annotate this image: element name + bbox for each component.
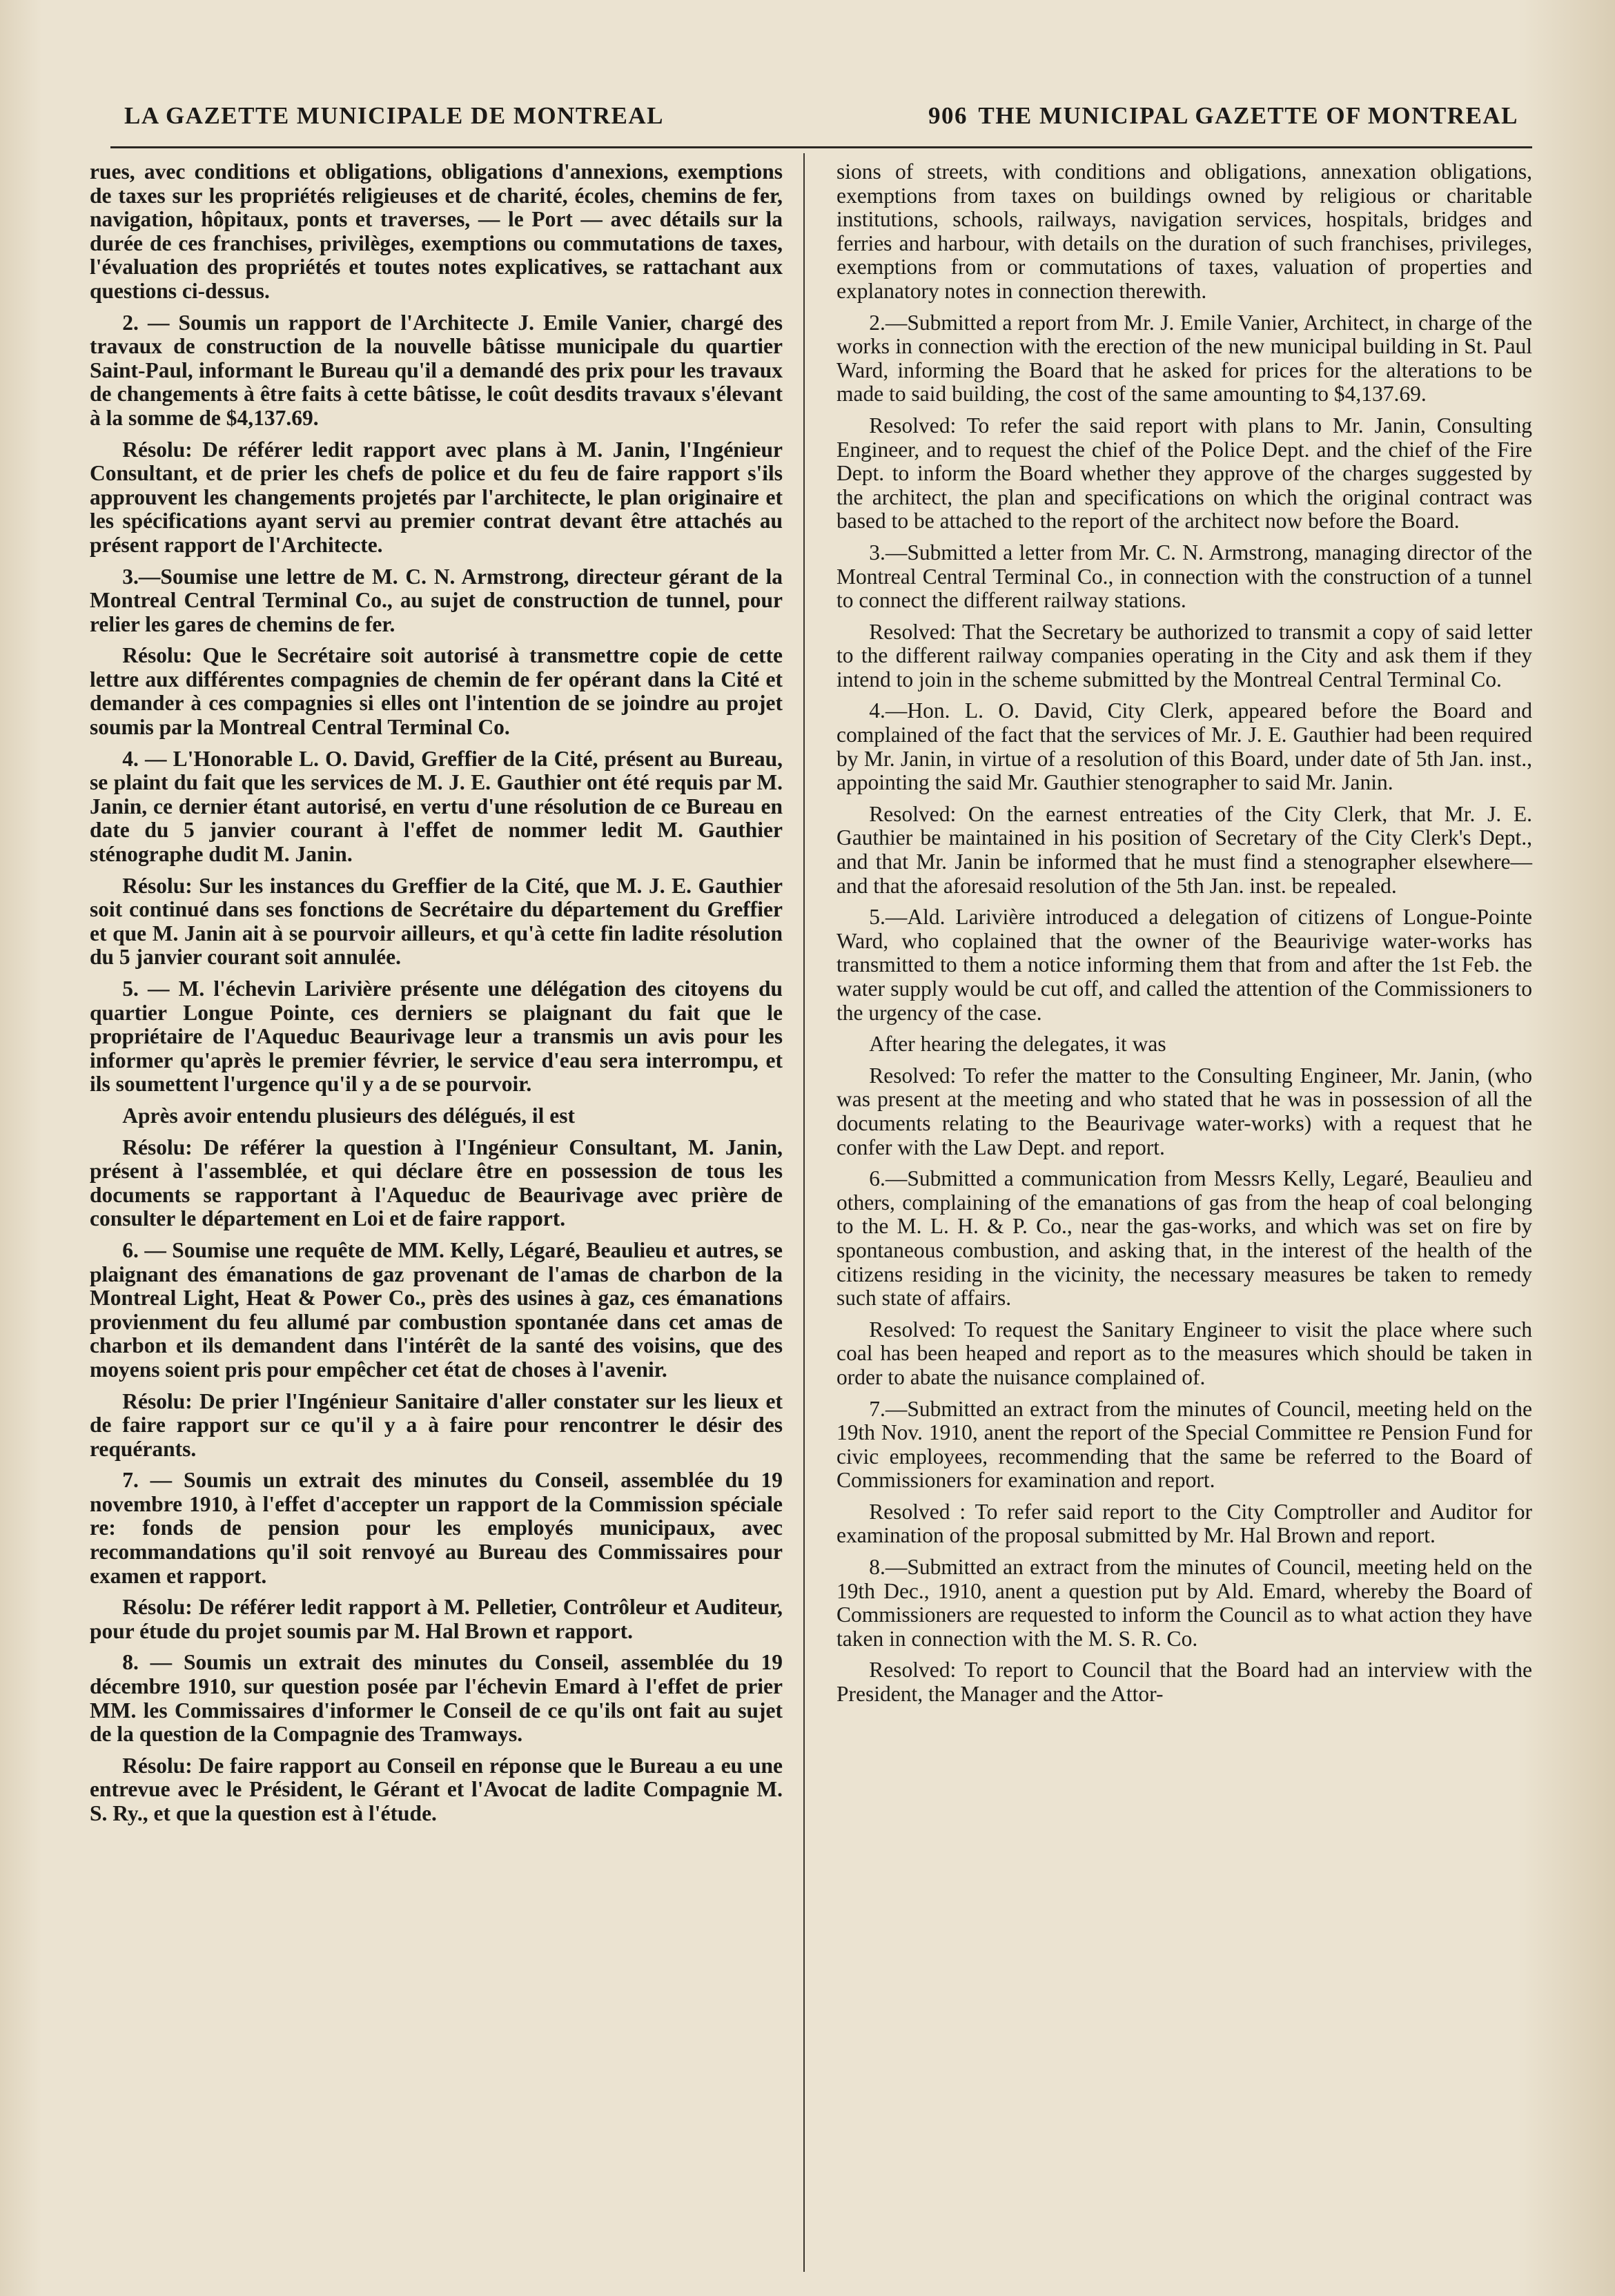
paragraph: Résolu: De prier l'Ingénieur Sanitaire d'aller constater sur les lieux et de faire rapport sur ce qu'il y a à faire pour rencontrer le désir des requérants. — [90, 1389, 783, 1461]
paragraph: 8.—Submitted an extract from the minutes of Council, meeting held on the 19th Dec., 1910, anent a question put by Ald. Emard, whereby the Board of Commissioners are requested to inform the Council as to what action they have taken in connection with the M. S. R. Co. — [836, 1555, 1532, 1651]
paragraph: Resolved: That the Secretary be authorized to transmit a copy of said letter to the different railway companies operating in the City and ask them if they intend to join in the scheme submitted by the Montreal Central Terminal Co. — [836, 619, 1532, 691]
english-column — [836, 160, 1532, 1714]
paragraph: Resolved: To request the Sanitary Engineer to visit the place where such coal has been heaped and report as to the measures which should be taken in order to abate the nuisance complained of. — [836, 1317, 1532, 1389]
paragraph: Après avoir entendu plusieurs des délégués, il est — [122, 1103, 575, 1128]
french-column — [90, 160, 783, 1834]
paragraph: 3.—Soumise une lettre de M. C. N. Armstrong, directeur gérant de la Montreal Central Terminal Co., au sujet de construction de tunnel, pour relier les gares de chemins de fer. — [90, 564, 783, 636]
paragraph: Résolu: De référer ledit rapport à M. Pelletier, Contrôleur et Auditeur, pour étude du projet soumis par M. Hal Brown et rapport. — [90, 1595, 783, 1643]
paragraph: Résolu: Sur les instances du Greffier de la Cité, que M. J. E. Gauthier soit continué dans ses fonctions de Secrétaire du département du Greffier et que M. Janin ait à se pourvoir ailleurs, et qu'à cette fin ladite résolution du 5 janvier courant soit annulée. — [90, 873, 783, 970]
paragraph: 5. — M. l'échevin Larivière présente une délégation des citoyens du quartier Longue Pointe, ces derniers se plaignant du fait que le propriétaire de l'Aqueduc Beaurivage leur a transmis un avis pour les informer qu'après le premier février, le service d'eau sera interrompu, et ils soumettent l'urgence qu'il y a de se pourvoir. — [90, 977, 783, 1097]
paragraph: Résolu: De référer ledit rapport avec plans à M. Janin, l'Ingénieur Consultant, et de prier les chefs de police et du feu de faire rapport s'ils approuvent les changements projetés par l'architecte, le plan originaire et les spécifications ayant servi au premier contrat devant être attachés au présent rapport de l'Architecte. — [90, 437, 783, 557]
header-english-title: THE MUNICIPAL GAZETTE OF MONTREAL — [978, 102, 1518, 129]
paragraph: 7. — Soumis un extrait des minutes du Conseil, assemblée du 19 novembre 1910, à l'effet d'accepter un rapport de la Commission spéciale re: fonds de pension pour les employés municipaux, avec recommandations qu'il soit renvoyé au Bureau des Commissaires pour examen et rapport. — [90, 1468, 783, 1588]
paragraph: Resolved: To refer the said report with plans to Mr. Janin, Consulting Engineer, and to request the chief of the Police Dept. and the chief of the Fire Dept. to inform the Board whether they approve of the charges suggested by the architect, the plan and specifications on which the original contract was based to be attached to the report of the architect now before the Board. — [836, 413, 1532, 533]
paragraph: 2. — Soumis un rapport de l'Architecte J. Emile Vanier, chargé des travaux de construction de la nouvelle bâtisse municipale du quartier Saint-Paul, informant le Bureau qu'il a demandé des prix pour les travaux de changements à être faits à cette bâtisse, le coût desdits travaux s'élevant à la somme de $4,137.69. — [90, 310, 783, 430]
column-divider — [803, 153, 805, 2272]
paragraph: 6.—Submitted a communication from Messrs Kelly, Legaré, Beaulieu and others, complaining of the emanations of gas from the heap of coal belonging to the M. L. H. & P. Co., near the gas-works, and which was set on fire by spontaneous combustion, and asking that, in the interest of the health of the citizens residing in the vicinity, the necessary measures be taken to remedy such state of affairs. — [836, 1166, 1532, 1311]
paragraph: Résolu: Que le Secrétaire soit autorisé à transmettre copie de cette lettre aux différentes compagnies de chemin de fer opérant dans la Cité et demander à ces compagnies si elles ont l'intention de se joindre au projet soumis par la Montreal Central Terminal Co. — [90, 643, 783, 740]
paragraph: sions of streets, with conditions and obligations, annexation obligations, exemptions from taxes on buildings owned by religious or charitable institutions, schools, railways, navigation services, hospitals, bridges and ferries and harbour, with details on the duration of such franchises, privileges, exemptions from or commutations of taxes, valuation of properties and explanatory notes in connection therewith. — [836, 159, 1532, 303]
paragraph: Resolved: To report to Council that the Board had an interview with the President, the Manager and the Attor- — [836, 1658, 1532, 1707]
paragraph: 7.—Submitted an extract from the minutes of Council, meeting held on the 19th Nov. 1910, anent the report of the Special Committee re Pension Fund for civic employees, recommending that the same be referred to the Board of Commissioners for examination and report. — [836, 1396, 1532, 1493]
paragraph: 2.—Submitted a report from Mr. J. Emile Vanier, Architect, in charge of the works in connection with the erection of the new municipal building in St. Paul Ward, informing the Board that he asked for prices for the alterations to be made to said building, the cost of the same amounting to $4,137.69. — [836, 310, 1532, 406]
paragraph: Resolved: To refer the matter to the Consulting Engineer, Mr. Janin, (who was present at the meeting and who stated that he was in possession of all the documents relating to the Beaurivage water-works) with a request that he confer with the Law Dept. and report. — [836, 1063, 1532, 1159]
paragraph: 4. — L'Honorable L. O. David, Greffier de la Cité, présent au Bureau, se plaint du fait que les services de M. J. E. Gauthier ont été requis par M. Janin, ce dernier étant autorisé, en vertu d'une résolution de ce Bureau en date du 5 janvier courant à l'effet de nommer ledit M. Gauthier sténographe dudit M. Janin. — [90, 746, 783, 867]
header-french-title: LA GAZETTE MUNICIPALE DE MONTREAL — [124, 102, 665, 129]
paragraph: Résolu: De faire rapport au Conseil en réponse que le Bureau a eu une entrevue avec le Président, le Gérant et l'Avocat de ladite Compagnie M. S. Ry., et que la question est à l'étude. — [90, 1753, 783, 1825]
paragraph: Résolu: De référer la question à l'Ingénieur Consultant, M. Janin, présent à l'assemblée, et qui déclare être en possession de tous les documents se rapportant à l'Aqueduc de Beaurivage avec prière de consulter le département en Loi et de faire rapport. — [90, 1135, 783, 1231]
page-header — [124, 102, 1518, 137]
paragraph: After hearing the delegates, it was — [869, 1032, 1166, 1057]
paragraph: rues, avec conditions et obligations, obligations d'annexions, exemptions de taxes sur les propriétés religieuses et de charité, écoles, chemins de fer, navigation, hôpitaux, ponts et traverses, — le Port — avec détails sur la durée de ces franchises, privilèges, exemptions ou commutations de taxes, l'évaluation des propriétés et toutes notes explicatives, se rattachant aux questions ci-dessus. — [90, 159, 783, 303]
paragraph: Resolved: On the earnest entreaties of the City Clerk, that Mr. J. E. Gauthier be maintained in his position of Secretary of the City Clerk's Dept., and that Mr. Janin be informed that he must find a stenographer elsewhere—and that the aforesaid resolution of the 5th Jan. inst. be repealed. — [836, 801, 1532, 898]
paragraph: 8. — Soumis un extrait des minutes du Conseil, assemblée du 19 décembre 1910, sur question posée par l'échevin Emard à l'effet de prier MM. les Commissaires d'informer le Conseil de ce qu'ils ont fait au sujet de la question de la Compagnie des Tramways. — [90, 1650, 783, 1747]
paragraph: 4.—Hon. L. O. David, City Clerk, appeared before the Board and complained of the fact that the services of Mr. J. E. Gauthier had been required by Mr. Janin, in virtue of a resolution of this Board, under date of 5th Jan. inst., appointing the said Mr. Gauthier stenographer to said Mr. Janin. — [836, 698, 1532, 795]
paragraph: 3.—Submitted a letter from Mr. C. N. Armstrong, managing director of the Montreal Central Terminal Co., in connection with the construction of a tunnel to connect the different railway stations. — [836, 540, 1532, 613]
page-number: 906 — [928, 102, 968, 129]
header-rule — [110, 146, 1532, 148]
paragraph: 5.—Ald. Larivière introduced a delegation of citizens of Longue-Pointe Ward, who coplained that the owner of the Beaurivige water-works has transmitted to them a notice informing them that from and after the 1st Feb. the water supply would be cut off, and called the attention of the Commissioners to the urgency of the case. — [836, 905, 1532, 1025]
paragraph: 6. — Soumise une requête de MM. Kelly, Légaré, Beaulieu et autres, se plaignant des émanations de gaz provenant de l'amas de charbon de la Montreal Light, Heat & Power Co., près des usines à gaz, ces émanations provienment du feu allumé par combustion spontanée dans cet amas de charbon et ils demandent dans l'intérêt de la santé des voisins, que des moyens soient pris pour empêcher cet état de choses à l'avenir. — [90, 1237, 783, 1382]
paragraph: Resolved : To refer said report to the City Comptroller and Auditor for examination of the proposal submitted by Mr. Hal Brown and report. — [836, 1499, 1532, 1548]
